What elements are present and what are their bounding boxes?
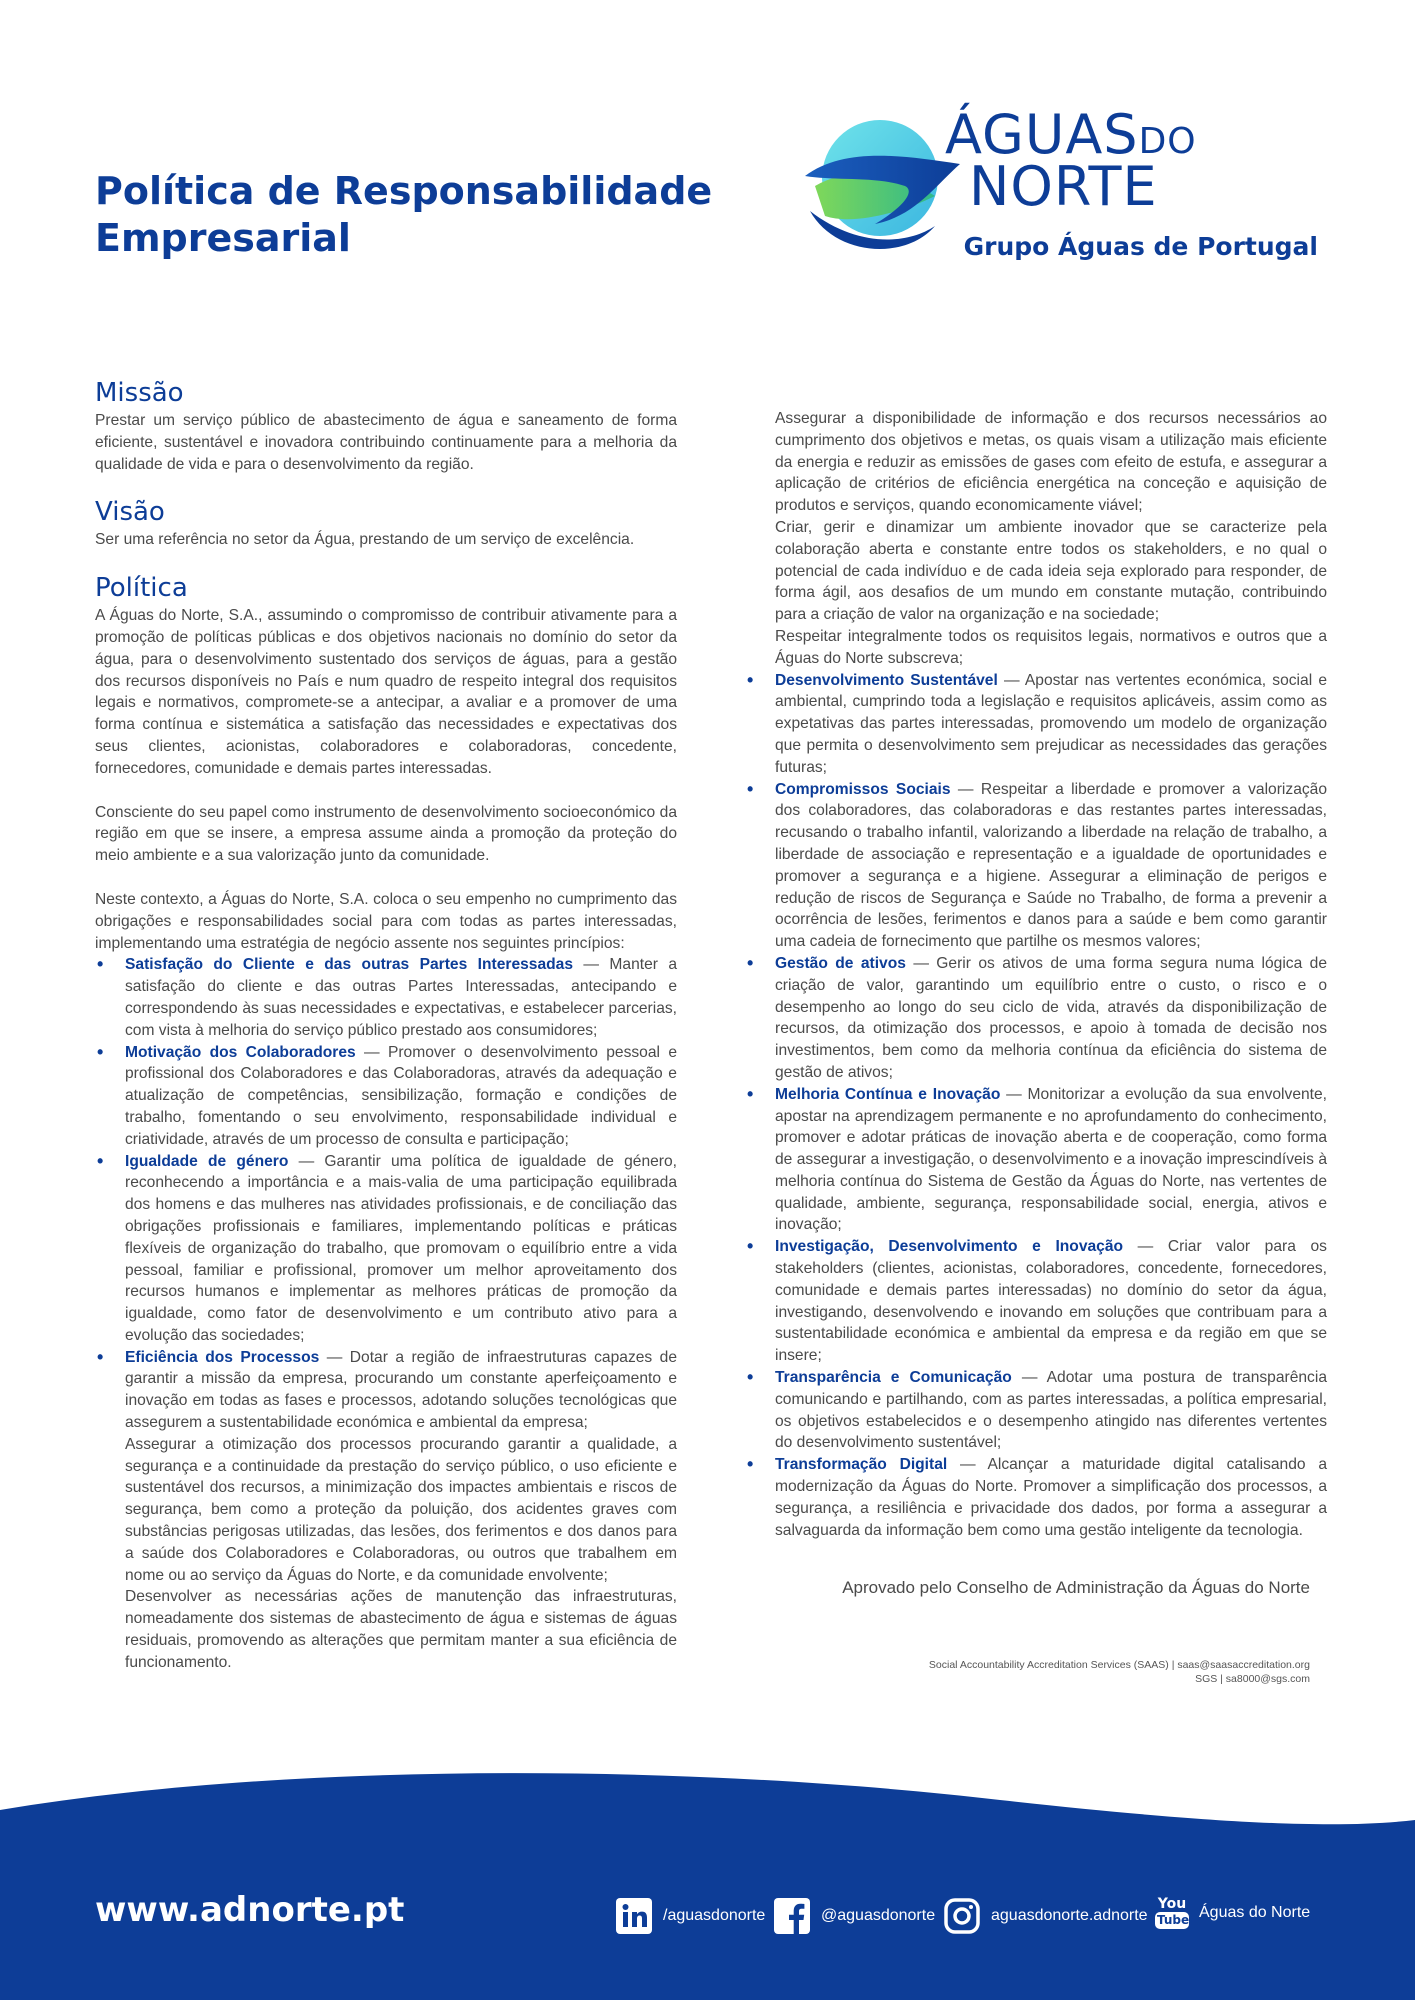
website-link[interactable]: www.adnorte.pt bbox=[95, 1890, 405, 1930]
footer-wave-background bbox=[0, 1770, 1415, 2000]
politica-section bbox=[95, 571, 677, 1673]
missao-section bbox=[95, 376, 677, 475]
politica-heading: Política bbox=[95, 573, 188, 604]
principle-item: • Compromissos Sociais — Respeitar a liberdade e promover a valorização dos colaboradores, das colaboradoras e das restantes partes interessadas, recusando o trabalho infantil, valorizando a liberdade na relação de trabalho, a liberdade de associação e representação e a igualdade de oportunidades e promover a segurança e a higiene. Assegurar a eliminação de perigos e redução de riscos de Segurança e Saúde no Trabalho, de forma a prevenir a ocorrência de lesões, ferimentos e danos para a saúde e bem como garantir uma cadeia de fornecimento que partilhe os mesmos valores; bbox=[745, 779, 1327, 953]
principle-item: • Transformação Digital — Alcançar a maturidade digital catalisando a modernização da Águas do Norte. Promover a simplificação dos processos, a segurança, a resiliência e privacidade dos dados, por forma a assegurar a salvaguarda da informação bem como uma gestão inteligente da tecnologia. bbox=[745, 1454, 1327, 1541]
principle-item: • Investigação, Desenvolvimento e Inovação — Criar valor para os stakeholders (clientes, acionistas, colaboradores, concedente, fornecedores, comunidade e demais partes interessadas) no domínio do setor da água, investigando, desenvolvendo e inovando em soluções que contribuam para a sustentabilidade económica e ambiental da empresa e da região em que se insere; bbox=[745, 1236, 1327, 1367]
left-column bbox=[95, 376, 677, 1674]
principle-item: • Desenvolvimento Sustentável — Apostar nas vertentes económica, social e ambiental, cumprindo toda a legislação e requisitos aplicáveis, assim como as expetativas das partes interessadas, promovendo um modelo de organização que permita o desenvolvimento sem prejudicar as necessidades das gerações futuras; bbox=[745, 670, 1327, 779]
logo-word-norte: NORTE bbox=[969, 155, 1158, 218]
youtube-icon bbox=[1155, 1897, 1189, 1929]
logo-wave-icon bbox=[795, 116, 965, 266]
cert-line-saas: Social Accountability Accreditation Services (SAAS) | saas@saasaccreditation.org bbox=[928, 1659, 1310, 1671]
instagram-handle: aguasdonorte.adnorte bbox=[991, 1907, 1148, 1924]
politica-paragraph-3: Neste contexto, a Águas do Norte, S.A. coloca o seu empenho no cumprimento das obrigações e responsabilidades social para com todas as partes interessadas, implementando uma estratégia de negócio assente nos seguintes princípios: bbox=[95, 890, 677, 952]
cert-line-sgs: SGS | sa8000@sgs.com bbox=[1195, 1673, 1310, 1685]
page-title bbox=[95, 168, 715, 262]
linkedin-icon bbox=[615, 1897, 653, 1935]
principle-continuation: Assegurar a otimização dos processos procurando garantir a qualidade, a segurança e a continuidade da prestação do serviço público, o uso eficiente e sustentável dos recursos, a minimização dos impactes ambientais e riscos de segurança, bem como a proteção da poluição, dos acidentes graves com substâncias perigosas utilizadas, das lesões, dos ferimentos e dos danos para a saúde dos Colaboradores e Colaboradoras, ou outros que trabalhem em nome ou ao serviço da Águas do Norte, e da comunidade envolvente; bbox=[125, 1435, 677, 1584]
visao-text: Ser uma referência no setor da Água, prestando de um serviço de excelência. bbox=[95, 531, 635, 549]
youtube-link[interactable] bbox=[1155, 1897, 1310, 1929]
missao-heading: Missão bbox=[95, 378, 184, 408]
title-line-2: Empresarial bbox=[95, 216, 351, 260]
principles-list-right bbox=[745, 408, 1327, 1541]
principle-item: • Igualdade de género — Garantir uma política de igualdade de género, reconhecendo a importância e a mais-valia de uma participação equilibrada dos homens e das mulheres nas atividades profissionais, e de conciliação das obrigações profissionais e familiares, implementando políticas e práticas flexíveis de organização do trabalho, que promovam o equilíbrio entre a vida pessoal, familiar e profissional, promover um melhor aproveitamento dos recursos humanos e implementar as melhores práticas de promoção da igualdade, como fator de desenvolvimento e um contributo ativo para a evolução das sociedades; bbox=[95, 1151, 677, 1347]
facebook-icon bbox=[773, 1897, 811, 1935]
title-line-1: Política de Responsabilidade bbox=[95, 169, 713, 213]
visao-heading: Visão bbox=[95, 497, 165, 528]
principles-list-left bbox=[95, 954, 677, 1673]
logo-word-do: DO bbox=[1138, 121, 1197, 162]
principle-continuation: Respeitar integralmente todos os requisitos legais, normativos e outros que a Águas do Norte subscreva; bbox=[775, 627, 1327, 667]
principle-continuation: Assegurar a disponibilidade de informação e dos recursos necessários ao cumprimento dos objetivos e metas, os quais visam a utilização mais eficiente da energia e reduzir as emissões de gases com efeito de estufa, e assegurar a aplicação de critérios de eficiência energética na conceção e aquisição de produtos e serviços, quando economicamente viável; bbox=[775, 410, 1327, 515]
certification-contacts bbox=[929, 1658, 1310, 1686]
politica-paragraph-2: Consciente do seu papel como instrumento de desenvolvimento socioeconómico da região em que se insere, a empresa assume ainda a promoção da proteção do meio ambiente e a sua valorização junto da comunidade. bbox=[95, 803, 677, 865]
logo-group-name: Grupo Águas de Portugal bbox=[963, 232, 1318, 261]
instagram-icon bbox=[943, 1897, 981, 1935]
linkedin-handle: /aguasdonorte bbox=[663, 1907, 766, 1924]
youtube-icon-bottom: Tube bbox=[1157, 1913, 1190, 1927]
politica-paragraph-1: A Águas do Norte, S.A., assumindo o compromisso de contribuir ativamente para a promoção de políticas públicas e dos objetivos nacionais no domínio do setor da água, para o desenvolvimento sustentado dos serviços de águas, para a gestão dos recursos disponíveis no País e num quadro de respeito integral dos requisitos legais e normativos, compromete-se a antecipar, a avaliar e a promover de uma forma contínua e sistemática a satisfação das necessidades e expectativas dos seus clientes, acionistas, colaboradores e colaboradoras, concedente, fornecedores, comunidade e demais partes interessadas. bbox=[95, 607, 677, 777]
facebook-link[interactable] bbox=[773, 1897, 935, 1935]
principle-item: • Eficiência dos Processos — Dotar a região de infraestruturas capazes de garantir a missão da empresa, procurando um constante aperfeiçoamento e inovação em todas as fases e processos, adotando soluções tecnológicas que assegurem a sustentabilidade económica e ambiental da empresa; bbox=[95, 1347, 677, 1434]
principle-item: • Satisfação do Cliente e das outras Partes Interessadas — Manter a satisfação do cliente e das outras Partes Interessadas, antecipando e correspondendo às suas necessidades e expectativas, e estabelecer parcerias, com vista à melhoria do serviço público prestado aos consumidores; bbox=[95, 954, 677, 1041]
youtube-icon-top: You bbox=[1157, 1896, 1187, 1912]
instagram-link[interactable] bbox=[943, 1897, 1148, 1935]
principle-continuation: Criar, gerir e dinamizar um ambiente inovador que se caracterize pela colaboração aberta e constante entre todos os stakeholders, e no qual o potencial de cada indivíduo e de cada ideia seja explorado para responder, de forma ágil, aos desafios de um mundo em constante mutação, contribuindo para a criação de valor na organização e na sociedade; bbox=[775, 518, 1327, 624]
principle-item: • Melhoria Contínua e Inovação — Monitorizar a evolução da sua envolvente, apostar na aprendizagem permanente e no aprofundamento do conhecimento, promover e adotar práticas de inovação aberta e de cooperação, como forma de assegurar a investigação, o desenvolvimento e a inovação imprescindíveis à melhoria contínua do Sistema de Gestão da Águas do Norte, nas vertentes de qualidade, ambiente, segurança, responsabilidade social, energia, ativos e inovação; bbox=[745, 1084, 1327, 1237]
aguas-do-norte-logo bbox=[795, 103, 1320, 268]
principle-continuation: Desenvolver as necessárias ações de manutenção das infraestruturas, nomeadamente dos sistemas de abastecimento de água e sistemas de águas residuais, promovendo as alterações que permitam manter a sua eficiência de funcionamento. bbox=[125, 1588, 677, 1671]
youtube-channel: Águas do Norte bbox=[1199, 1904, 1311, 1921]
logo-word-aguas: ÁGUASDO bbox=[945, 103, 1197, 166]
approval-note: Aprovado pelo Conselho de Administração da Águas do Norte bbox=[842, 1578, 1310, 1597]
principle-item: • Gestão de ativos — Gerir os ativos de uma forma segura numa lógica de criação de valor, garantindo um equilíbrio entre o custo, o risco e o desempenho ao longo do seu ciclo de vida, através da disponibilização de recursos, da otimização dos processos, e apoio à tomada de decisão nos investimentos, bem como da melhoria contínua da eficiência do sistema de gestão de ativos; bbox=[745, 953, 1327, 1084]
linkedin-link[interactable] bbox=[615, 1897, 765, 1935]
right-column bbox=[745, 408, 1327, 1541]
facebook-handle: @aguasdonorte bbox=[821, 1907, 936, 1924]
visao-section bbox=[95, 495, 677, 551]
principle-item: • Transparência e Comunicação — Adotar uma postura de transparência comunicando e partilhando, com as partes interessadas, a política empresarial, os objetivos estabelecidos e o desempenho atingido nas diferentes vertentes do desenvolvimento sustentável; bbox=[745, 1367, 1327, 1454]
principle-item: • Motivação dos Colaboradores — Promover o desenvolvimento pessoal e profissional dos Colaboradores e das Colaboradoras, através da adequação e atualização de competências, sensibilização, formação e condições de trabalho, fomentando o seu envolvimento, responsabilidade individual e criatividade, através de um processo de consulta e participação; bbox=[95, 1042, 677, 1151]
missao-text: Prestar um serviço público de abastecimento de água e saneamento de forma eficiente, sustentável e inovadora contribuindo continuamente para a melhoria da qualidade de vida e para o desenvolvimento da região. bbox=[95, 412, 677, 473]
